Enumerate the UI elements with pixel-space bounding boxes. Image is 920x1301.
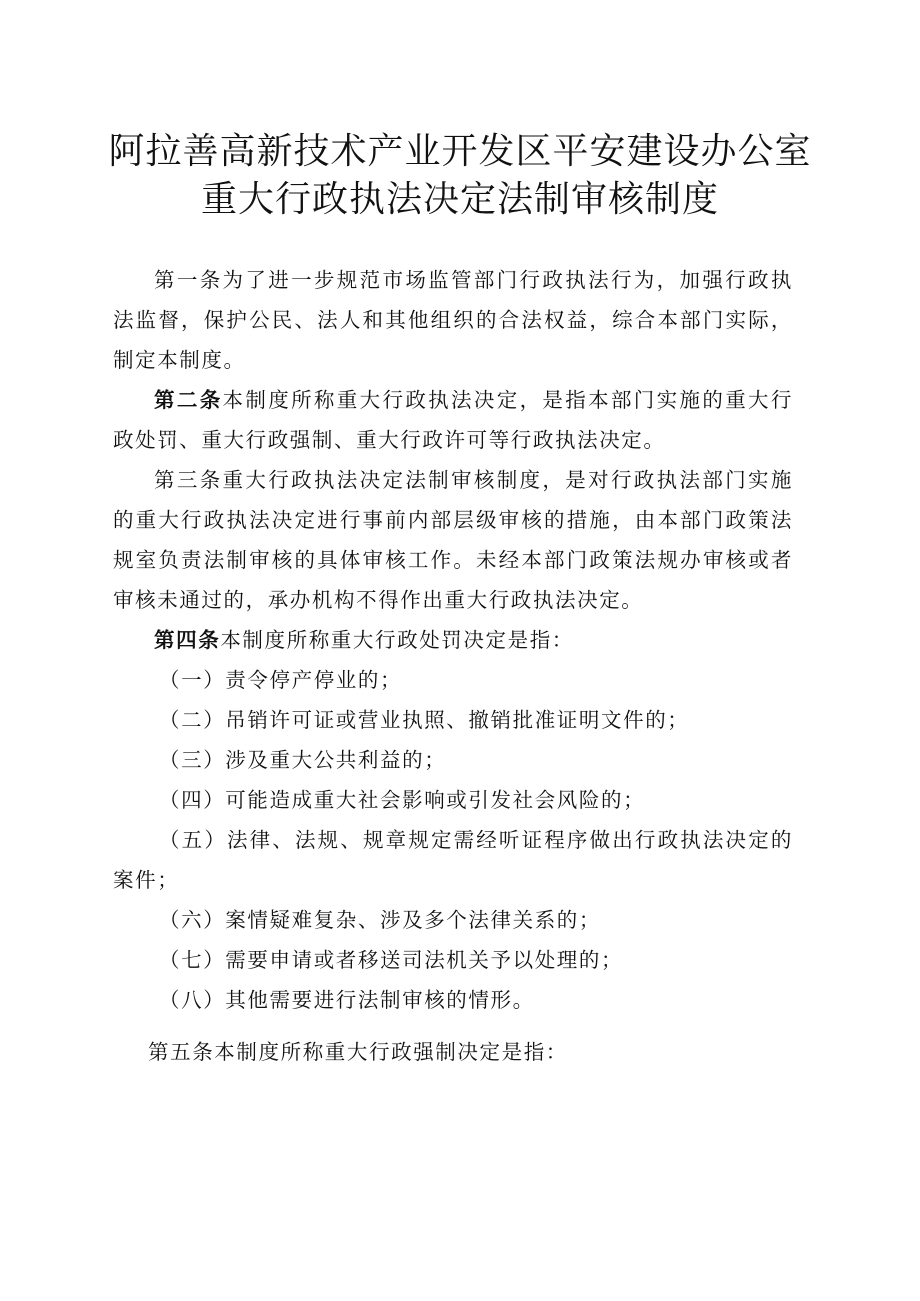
article-3: 第三条重大行政执法决定法制审核制度，是对行政执法部门实施的重大行政执法决定进行事前内部层级审核的措施，由本部门政策法规室负责法制审核的具体审核工作。未经本部门政策法规办审核或者审核未通过的，承办机构不得作出重大行政执法决定。 (113, 468, 793, 612)
list-item: （三）涉及重大公共利益的； (159, 748, 447, 772)
list-item: （二）吊销许可证或营业执照、撤销批准证明文件的； (159, 708, 690, 732)
article-5: 第五条本制度所称重大行政强制决定是指： (148, 1040, 568, 1064)
title-line-1: 阿拉善高新技术产业开发区平安建设办公室 (108, 131, 812, 172)
document-body (113, 260, 793, 1072)
spacer (113, 1020, 793, 1032)
article-2-text: 本制度所称重大行政执法决定，是指本部门实施的重大行政处罚、重大行政强制、重大行政许可等行政执法决定。 (113, 388, 793, 452)
list-item: （七）需要申请或者移送司法机关予以处理的； (159, 948, 624, 972)
article-2-label: 第二条 (154, 388, 223, 412)
article-4-text: 本制度所称重大行政处罚决定是指： (220, 628, 574, 652)
list-item: （五）法律、法规、规章规定需经听证程序做出行政执法决定的案件； (113, 828, 793, 892)
article-1: 第一条为了进一步规范市场监管部门行政执法行为，加强行政执法监督，保护公民、法人和其他组织的合法权益，综合本部门实际，制定本制度。 (113, 268, 793, 372)
article-4-label: 第四条 (154, 628, 221, 652)
list-item: （八）其他需要进行法制审核的情形。 (159, 988, 535, 1012)
list-item: （四）可能造成重大社会影响或引发社会风险的； (159, 788, 646, 812)
list-item: （一）责令停产停业的； (159, 668, 403, 692)
title-line-2: 重大行政执法决定法制审核制度 (200, 179, 719, 220)
article-4 (113, 620, 793, 660)
list-item: （六）案情疑难复杂、涉及多个法律关系的； (159, 908, 601, 932)
document-title (0, 128, 920, 224)
article-2 (113, 380, 793, 460)
